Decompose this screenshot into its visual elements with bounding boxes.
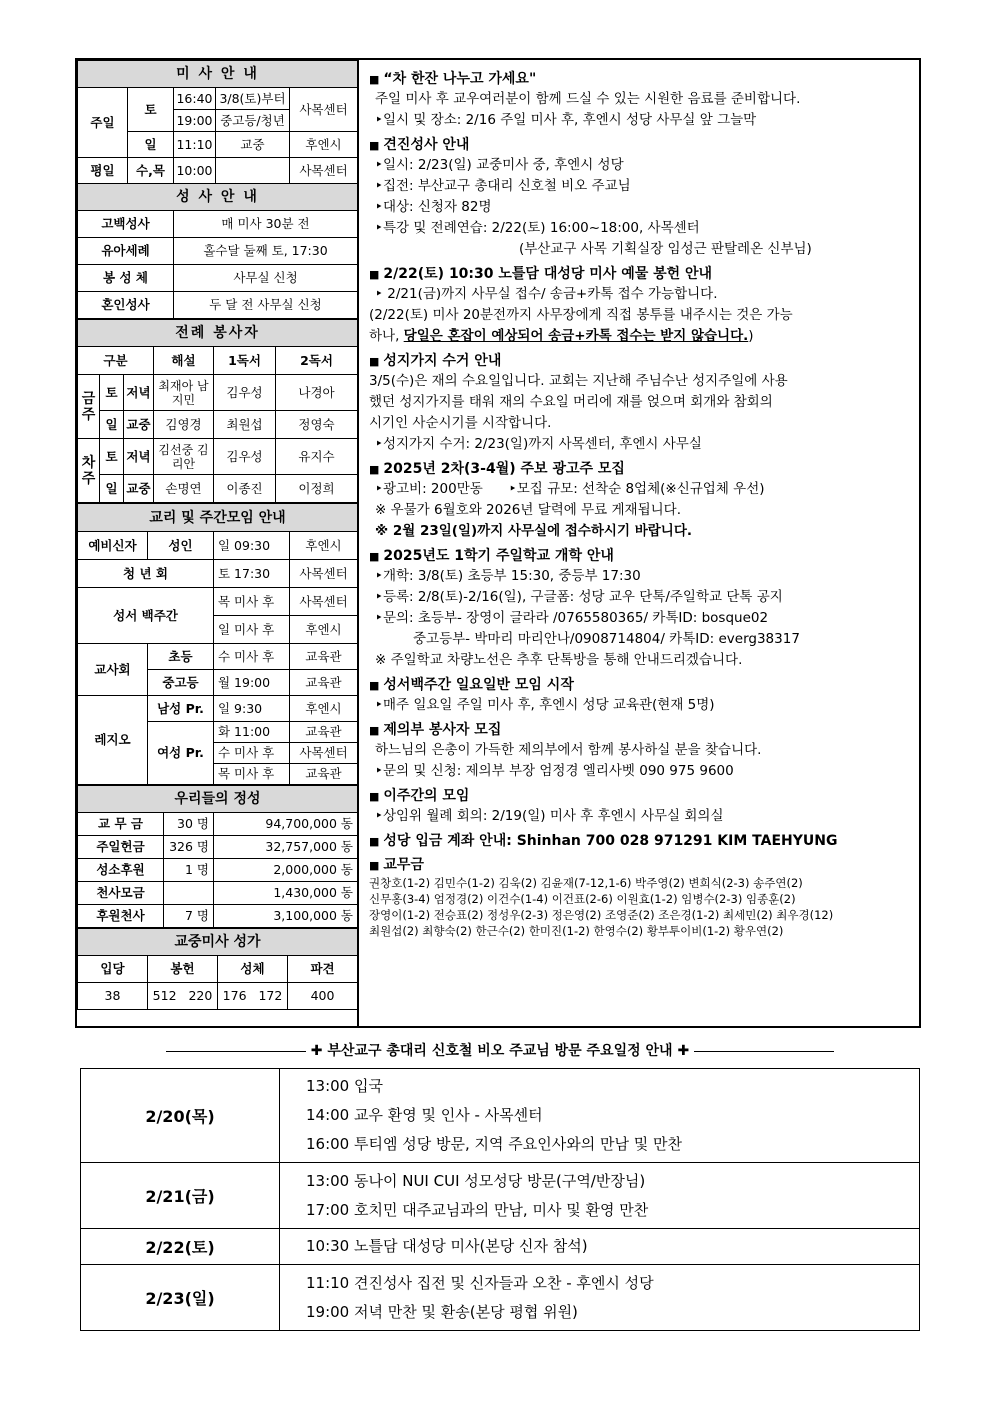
- offering-amount: 3,100,000 동: [214, 905, 358, 928]
- school-line: 중고등부- 박마리 마리안나/0908714804/ 카톡ID: everg38317: [413, 631, 800, 647]
- hymn-header: 봉헌: [148, 956, 218, 983]
- bible2-place: 후엔시: [290, 616, 358, 644]
- hymn-offertory: [148, 983, 218, 1010]
- account-section-title: ■ 성당 입금 계좌 안내: Shinhan 700 028 971291 KIM TAEHYUNG: [369, 833, 838, 849]
- tea-line: ‣일시 및 장소: 2/16 주일 미사 후, 후엔시 성당 사무실 앞 그늘막: [375, 112, 757, 128]
- hymn-header: 성체: [218, 956, 288, 983]
- bible-section-title: ■ 성서백주간 일요일반 모임 시작: [369, 677, 574, 693]
- offering-count: 7 명: [164, 905, 214, 928]
- meeting-line: ‣상임위 월례 회의: 2/19(일) 미사 후 후엔시 사무실 회의실: [375, 808, 724, 824]
- liturgy-reader2: 정영숙: [276, 411, 358, 439]
- bible-line: ‣매주 일요일 주일 미사 후, 후엔시 성당 교육관(현재 5명): [375, 697, 715, 713]
- confirmation-line: ‣특강 및 전례연습: 2/22(토) 16:00~18:00, 사목센터: [375, 220, 700, 236]
- men-place: 후엔시: [290, 696, 358, 722]
- bible2-time: 일 미사 후: [214, 616, 290, 644]
- liturgy-mass: 교중: [124, 411, 154, 439]
- schedule-events: [280, 1265, 920, 1331]
- hymn-header: 입당: [78, 956, 148, 983]
- offering-amount: 32,757,000 동: [214, 836, 358, 859]
- sacrament-label: 유아세례: [78, 238, 174, 265]
- schedule-event: 19:00 저녁 만찬 및 환송(본당 평협 위원): [306, 1302, 578, 1321]
- men-time: 일 9:30: [214, 696, 290, 722]
- women2-place: 사목센터: [290, 743, 358, 764]
- hymns-section-title: 교중미사 성가: [78, 929, 358, 956]
- liturgy-reader1: 최원섭: [214, 411, 276, 439]
- sunday-label: 주일: [78, 88, 128, 158]
- confirmation-line: ‣집전: 부산교구 총대리 신호철 비오 주교님: [375, 178, 631, 194]
- palm-section-title: ■ 성지가지 수거 안내: [369, 353, 502, 369]
- liturgy-header: 구분: [78, 347, 154, 375]
- next-week-label: 차주: [78, 439, 100, 503]
- sat2-time: 19:00: [174, 110, 216, 132]
- confirmation-line: (부산교구 사목 기획실장 임성근 판탈레온 신부님): [519, 241, 812, 257]
- hymn-header: 파견: [288, 956, 358, 983]
- offering-amount: 2,000,000 동: [214, 859, 358, 882]
- sacrament-value: 사무실 신청: [174, 265, 358, 292]
- schedule-events: [280, 1163, 920, 1229]
- hymn-communion: [218, 983, 288, 1010]
- sacrament-label: 봉 성 체: [78, 265, 174, 292]
- divider-line: [694, 1051, 834, 1052]
- liturgy-reader1: 이종진: [214, 475, 276, 503]
- women2-time: 수 미사 후: [214, 743, 290, 764]
- men-label: 남성 Pr.: [148, 696, 214, 722]
- school-section-title: ■ 2025년도 1학기 주일학교 개학 안내: [369, 548, 614, 564]
- confirmation-line: ‣대상: 신청자 82명: [375, 199, 492, 215]
- dues-line: 장영이(1-2) 전승표(2) 정성우(2-3) 정은영(2) 조영준(2) 조은경(1-2) 최세민(2) 최우경(12): [369, 908, 834, 922]
- palm-line: 시기인 사순시기를 시작합니다.: [369, 415, 552, 431]
- sun-label: 일: [128, 132, 174, 158]
- dues-section-title: ■ 교무금: [369, 857, 424, 873]
- liturgy-commentator: 김선중 김리안: [154, 439, 214, 475]
- saturday-label: 토: [128, 88, 174, 132]
- sacrament-value: 두 달 전 사무실 신청: [174, 292, 358, 319]
- cross-icon: ✚: [677, 1043, 690, 1059]
- offering-label: 성소후원: [78, 859, 164, 882]
- sacrament-label: 혼인성사: [78, 292, 174, 319]
- bible1-place: 사목센터: [290, 588, 358, 616]
- youth-place: 사목센터: [290, 560, 358, 588]
- liturgy-header: 1독서: [214, 347, 276, 375]
- right-column: [361, 60, 919, 1026]
- liturgy-mass: 저녁: [124, 439, 154, 475]
- dues-line: 권창호(1-2) 김민수(1-2) 김욱(2) 김윤재(7-12,1-6) 박주영(2) 변희식(2-3) 송주연(2): [369, 876, 803, 890]
- liturgy-commentator: 손명연: [154, 475, 214, 503]
- schedule-date: 2/21(금): [81, 1163, 280, 1229]
- schedule-title: ✚ 부산교구 총대리 신호철 비오 주교님 방문 주요일정 안내 ✚: [80, 1040, 920, 1060]
- bulletin-main-box: [75, 58, 921, 1028]
- schedule-event: 14:00 교우 환영 및 인사 - 사목센터: [306, 1106, 543, 1124]
- sun-time: 11:10: [174, 132, 216, 158]
- palm-line: 3/5(수)은 재의 수요일입니다. 교회는 지난해 주님수난 성지주일에 사용: [369, 373, 788, 389]
- liturgy-mass: 교중: [124, 475, 154, 503]
- vestment-section-title: ■ 제의부 봉사자 모집: [369, 722, 502, 738]
- catechumen-label: 예비신자: [78, 532, 148, 560]
- offering-label: 주일헌금: [78, 836, 164, 859]
- catechumen-place: 후엔시: [290, 532, 358, 560]
- schedule-event: 16:00 투티엠 성당 방문, 지역 주요인사와의 만남 및 만찬: [306, 1135, 682, 1153]
- offering-label: 교 무 금: [78, 813, 164, 836]
- left-info-table: [77, 60, 358, 319]
- weekday-place: 사목센터: [290, 158, 358, 184]
- meeting-section-title: ■ 이주간의 모임: [369, 788, 470, 804]
- sat2-desc: 중고등/청년: [216, 110, 290, 132]
- women3-place: 교육관: [290, 764, 358, 785]
- sat1-desc: 3/8(토)부터: [216, 88, 290, 110]
- youth-time: 토 17:30: [214, 560, 290, 588]
- school-line: ‣문의: 초등부- 장영이 글라라 /0765580365/ 카톡ID: bosque02: [375, 610, 769, 626]
- women1-place: 교육관: [290, 722, 358, 743]
- women1-time: 화 11:00: [214, 722, 290, 743]
- legio-label: 레지오: [78, 696, 148, 785]
- offering-notice-line: (2/22(토) 미사 20분전까지 사무장에게 직접 봉투를 내주시는 것은 가능: [369, 307, 793, 323]
- vestment-line: ‣문의 및 신청: 제의부 부장 엄정경 엘리사벳 090 975 9600: [375, 763, 734, 779]
- cross-icon: ✚: [310, 1043, 323, 1059]
- tea-section-title: ■ “차 한잔 나누고 가세요": [369, 71, 537, 87]
- liturgy-reader2: 나경아: [276, 375, 358, 411]
- sat1-time: 16:40: [174, 88, 216, 110]
- sun-desc: 교중: [216, 132, 290, 158]
- palm-line: ‣성지가지 수거: 2/23(일)까지 사목센터, 후엔시 사무실: [375, 436, 702, 452]
- ad-line: ※ 우물가 6월호와 2026년 달력에 무료 게재됩니다.: [375, 502, 681, 518]
- offering-count: [164, 882, 214, 905]
- palm-line: 했던 성지가지를 태워 재의 수요일 머리에 재를 얹으며 회개와 참회의: [369, 394, 773, 410]
- weekday-time: 10:00: [174, 158, 216, 184]
- schedule-event: 17:00 호치민 대주교님과의 만남, 미사 및 환영 만찬: [306, 1200, 649, 1219]
- hymn-recessional: 400: [288, 983, 358, 1010]
- schedule-events: [280, 1069, 920, 1163]
- weekday-label: 평일: [78, 158, 128, 184]
- offering-count: 326 명: [164, 836, 214, 859]
- schedule-date: 2/22(토): [81, 1229, 280, 1265]
- liturgy-day: 일: [100, 475, 124, 503]
- schedule-date: 2/23(일): [81, 1265, 280, 1331]
- meetings-section-title: 교리 및 주간모임 안내: [78, 504, 358, 532]
- school-line: ※ 주일학교 차량노선은 추후 단톡방을 통해 안내드리겠습니다.: [375, 652, 743, 668]
- liturgy-section-title: 전례 봉사자: [78, 320, 358, 347]
- bible1-time: 목 미사 후: [214, 588, 290, 616]
- sacrament-label: 고백성사: [78, 211, 174, 238]
- school-line: ‣등록: 2/8(토)-2/16(일), 구글폼: 성당 교우 단톡/주일학교 단톡 공지: [375, 589, 783, 605]
- liturgy-table: [77, 319, 358, 503]
- youth-label: 청 년 회: [78, 560, 214, 588]
- hymn-entrance: 38: [78, 983, 148, 1010]
- dues-line: 신무홍(3-4) 엄정경(2) 이건수(1-4) 이건표(2-6) 이원효(1-2) 임병수(2-3) 임종훈(2): [369, 892, 796, 906]
- liturgy-reader2: 유지수: [276, 439, 358, 475]
- offering-count: 1 명: [164, 859, 214, 882]
- confirmation-line: ‣일시: 2/23(일) 교중미사 중, 후엔시 성당: [375, 157, 624, 173]
- dues-line: 최원섭(2) 최향숙(2) 한근수(2) 한미진(1-2) 한영수(2) 황부투이비(1-2) 황우연(2): [369, 924, 784, 938]
- hymns-table: [77, 928, 358, 1010]
- elem-place: 교육관: [290, 644, 358, 670]
- this-week-label: 금주: [78, 375, 100, 439]
- offering-label: 후원천사: [78, 905, 164, 928]
- offering-count: 30 명: [164, 813, 214, 836]
- offering-amount: 94,700,000 동: [214, 813, 358, 836]
- weekday-days: 수,목: [128, 158, 174, 184]
- bible-label: 성서 백주간: [78, 588, 214, 644]
- liturgy-mass: 저녁: [124, 375, 154, 411]
- elem-time: 수 미사 후: [214, 644, 290, 670]
- liturgy-commentator: 김영경: [154, 411, 214, 439]
- schedule-event: 13:00 동나이 NUI CUI 성모성당 방문(구역/반장님): [306, 1171, 646, 1190]
- offering-notice-line: 하나, 당일은 혼잡이 예상되어 송금+카톡 접수는 받지 않습니다.): [369, 328, 754, 344]
- hymn-offertory-1: 512: [152, 988, 177, 1003]
- mid-time: 월 19:00: [214, 670, 290, 696]
- liturgy-reader1: 김우성: [214, 375, 276, 411]
- mid-place: 교육관: [290, 670, 358, 696]
- offering-notice-title: ■ 2/22(토) 10:30 노틀담 대성당 미사 예물 봉헌 안내: [369, 266, 713, 282]
- hymn-offertory-2: 220: [188, 988, 213, 1003]
- liturgy-day: 일: [100, 411, 124, 439]
- women3-time: 목 미사 후: [214, 764, 290, 785]
- schedule-table: [80, 1068, 920, 1331]
- vestment-line: 하느님의 은총이 가득한 제의부에서 함께 봉사하실 분을 찾습니다.: [375, 742, 762, 758]
- ad-line: ※ 2월 23일(일)까지 사무실에 접수하시기 바랍니다.: [375, 523, 693, 539]
- saturday-place: 사목센터: [290, 88, 358, 132]
- sacrament-value: 홀수달 둘째 토, 17:30: [174, 238, 358, 265]
- confirmation-section-title: ■ 견진성사 안내: [369, 137, 470, 153]
- liturgy-day: 토: [100, 439, 124, 475]
- school-line: ‣개학: 3/8(토) 초등부 15:30, 중등부 17:30: [375, 568, 641, 584]
- offering-amount: 1,430,000 동: [214, 882, 358, 905]
- catechumen-time: 일 09:30: [214, 532, 290, 560]
- sacrament-section-title: 성 사 안 내: [78, 184, 358, 211]
- meetings-table: [77, 503, 358, 785]
- offering-notice-line: ‣ 2/21(금)까지 사무실 접수/ 송금+카톡 접수 가능합니다.: [375, 286, 718, 302]
- liturgy-reader2: 이정희: [276, 475, 358, 503]
- liturgy-header: 해설: [154, 347, 214, 375]
- adult-label: 성인: [148, 532, 214, 560]
- sun-place: 후엔시: [290, 132, 358, 158]
- offerings-section-title: 우리들의 정성: [78, 786, 358, 813]
- ad-line: ‣광고비: 200만동 ‣모집 규모: 선착순 8업체(※신규업체 우선): [375, 481, 765, 497]
- offerings-table: [77, 785, 358, 928]
- schedule-event: 13:00 입국: [306, 1077, 383, 1095]
- tea-line: 주일 미사 후 교우여러분이 함께 드실 수 있는 시원한 음료를 준비합니다.: [375, 91, 801, 107]
- mid-label: 중고등: [148, 670, 214, 696]
- hymn-communion-2: 172: [258, 988, 283, 1003]
- liturgy-header: 2독서: [276, 347, 358, 375]
- offering-label: 천사모금: [78, 882, 164, 905]
- schedule-event: 11:10 견진성사 집전 및 신자들과 오찬 - 후엔시 성당: [306, 1273, 654, 1292]
- teachers-label: 교사회: [78, 644, 148, 696]
- schedule-events: [280, 1229, 920, 1265]
- left-column: [77, 60, 359, 1026]
- schedule-event: 10:30 노틀담 대성당 미사(본당 신자 참석): [306, 1237, 588, 1255]
- sacrament-value: 매 미사 30분 전: [174, 211, 358, 238]
- divider-line: [166, 1051, 306, 1052]
- mass-section-title: 미 사 안 내: [78, 61, 358, 88]
- hymn-communion-1: 176: [222, 988, 247, 1003]
- ad-section-title: ■ 2025년 2차(3-4월) 주보 광고주 모집: [369, 461, 625, 477]
- women-label: 여성 Pr.: [148, 722, 214, 785]
- liturgy-day: 토: [100, 375, 124, 411]
- elem-label: 초등: [148, 644, 214, 670]
- liturgy-commentator: 최재아 남지민: [154, 375, 214, 411]
- liturgy-reader1: 김우성: [214, 439, 276, 475]
- schedule-date: 2/20(목): [81, 1069, 280, 1163]
